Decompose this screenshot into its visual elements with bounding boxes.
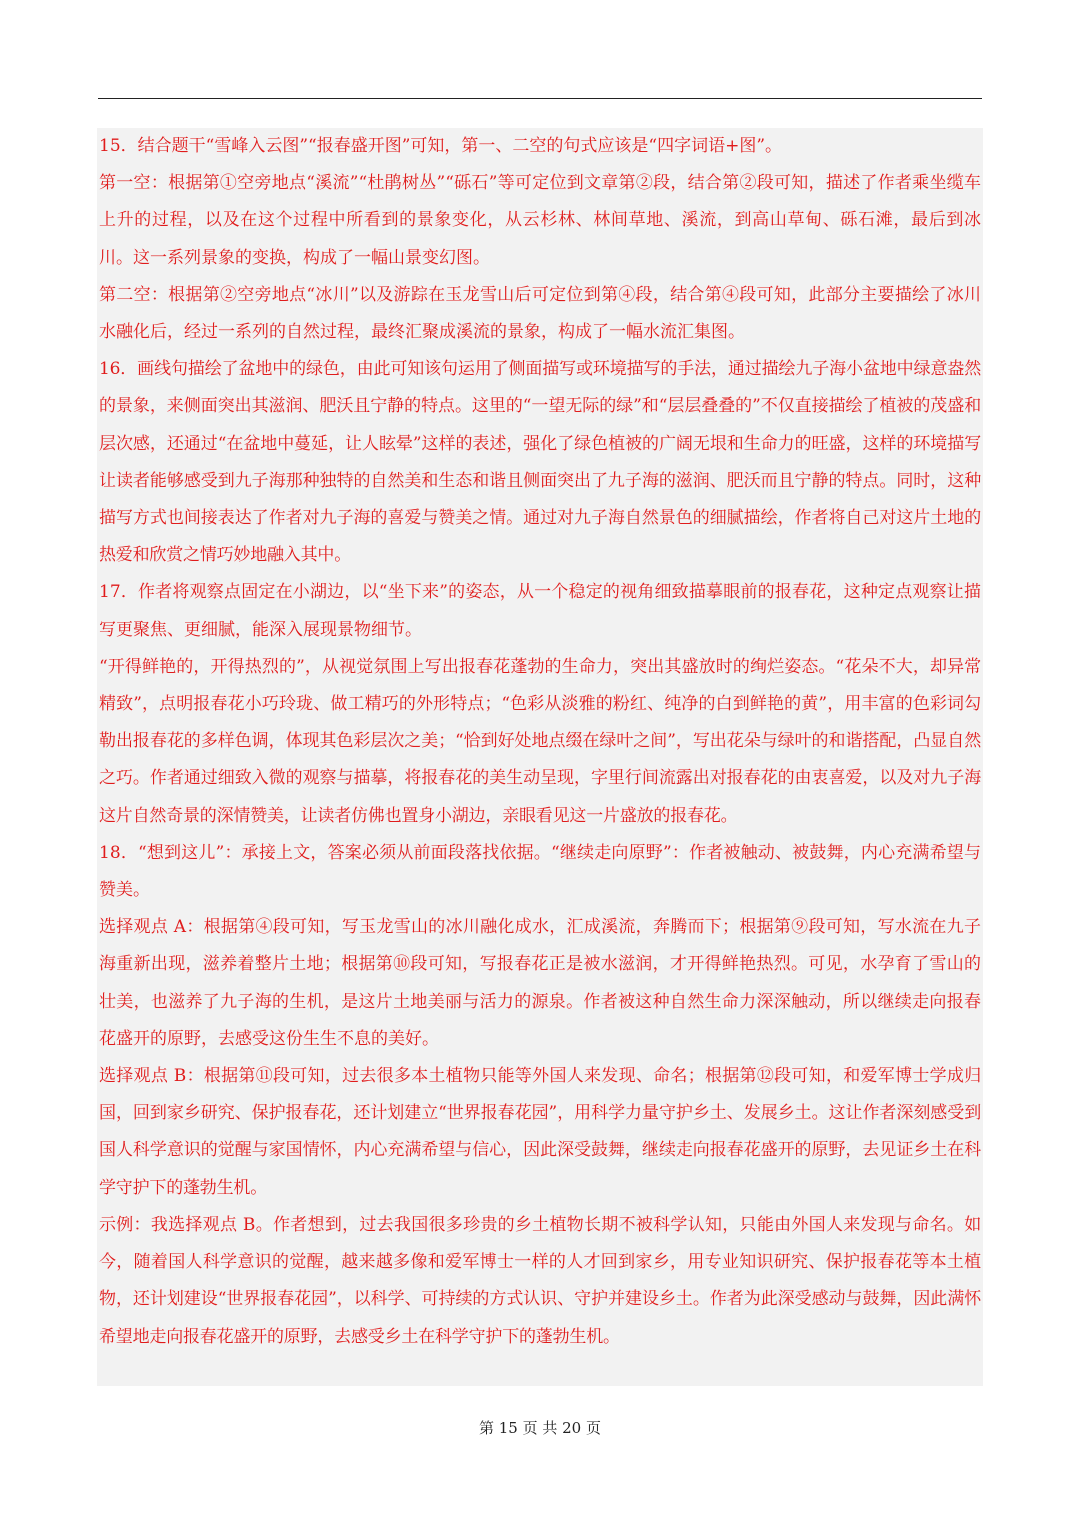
answer-17-part-2: “开得鲜艳的，开得热烈的”，从视觉氛围上写出报春花蓬勃的生命力，突出其盛放时的绚烂姿态。“花朵不大，却异常精致”，点明报春花小巧玲珑、做工精巧的外形特点；“色彩从淡雅的粉红、纯净的白到鲜艳的黄”，用丰富的色彩词勾勒出报春花的多样色调，体现其色彩层次之美；“恰到好处地点缀在绿叶之间”，写出花朵与绿叶的和谐搭配，凸显自然之巧。作者通过细致入微的观察与描摹，将报春花的美生动呈现，字里行间流露出对报春花的由衷喜爱，以及对九子海这片自然奇景的深情赞美，让读者仿佛也置身小湖边，亲眼看见这一片盛放的报春花。 bbox=[99, 656, 981, 826]
answer-15-blank-2: 第二空：根据第②空旁地点“冰川”以及游踪在玉龙雪山后可定位到第④段，结合第④段可知，此部分主要描绘了冰川水融化后，经过一系列的自然过程，最终汇聚成溪流的景象，构成了一幅水流汇集图。 bbox=[99, 284, 981, 343]
answer-15-intro: 15．结合题干“雪峰入云图”“报春盛开图”可知，第一、二空的句式应该是“四字词语+图”。 bbox=[99, 136, 783, 156]
answer-15-blank-1: 第一空：根据第①空旁地点“溪流”“杜鹃树丛”“砾石”等可定位到文章第②段，结合第②段可知，描述了作者乘坐缆车上升的过程，以及在这个过程中所看到的景象变化，从云杉林、林间草地、溪流，到高山草甸、砾石滩，最后到冰川。这一系列景象的变换，构成了一幅山景变幻图。 bbox=[99, 173, 981, 268]
answer-section bbox=[97, 128, 983, 1386]
answer-18-view-a: 选择观点 A：根据第④段可知，写玉龙雪山的冰川融化成水，汇成溪流，奔腾而下；根据第⑨段可知，写水流在九子海重新出现，滋养着整片土地；根据第⑩段可知，写报春花正是被水滋润，才开得鲜艳热烈。可见，水孕育了雪山的壮美，也滋养了九子海的生机，是这片土地美丽与活力的源泉。作者被这种自然生命力深深触动，所以继续走向报春花盛开的原野，去感受这份生生不息的美好。 bbox=[99, 917, 981, 1049]
header-rule bbox=[98, 98, 982, 99]
answer-18-intro: 18．“想到这儿”：承接上文，答案必须从前面段落找依据。“继续走向原野”：作者被触动、被鼓舞，内心充满希望与赞美。 bbox=[99, 842, 981, 901]
answer-18-example: 示例：我选择观点 B。作者想到，过去我国很多珍贵的乡土植物长期不被科学认知，只能由外国人来发现与命名。如今，随着国人科学意识的觉醒，越来越多像和爱军博士一样的人才回到家乡，用专业知识研究、保护报春花等本土植物，还计划建设“世界报春花园”，以科学、可持续的方式认识、守护并建设乡土。作者为此深受感动与鼓舞，因此满怀希望地走向报春花盛开的原野，去感受乡土在科学守护下的蓬勃生机。 bbox=[99, 1214, 981, 1347]
answer-18-view-b: 选择观点 B：根据第⑪段可知，过去很多本土植物只能等外国人来发现、命名；根据第⑫段可知，和爱军博士学成归国，回到家乡研究、保护报春花，还计划建立“世界报春花园”，用科学力量守护乡土、发展乡土。这让作者深刻感受到国人科学意识的觉醒与家国情怀，内心充满希望与信心，因此深受鼓舞，继续走向报春花盛开的原野，去见证乡土在科学守护下的蓬勃生机。 bbox=[99, 1066, 981, 1198]
page-number: 第 15 页 共 20 页 bbox=[478, 1419, 601, 1437]
answer-16: 16．画线句描绘了盆地中的绿色，由此可知该句运用了侧面描写或环境描写的手法，通过描绘九子海小盆地中绿意盎然的景象，来侧面突出其滋润、肥沃且宁静的特点。这里的“一望无际的绿”和“层层叠叠的”不仅直接描绘了植被的茂盛和层次感，还通过“在盆地中蔓延，让人眩晕”这样的表述，强化了绿色植被的广阔无垠和生命力的旺盛，这样的环境描写让读者能够感受到九子海那种独特的自然美和生态和谐且侧面突出了九子海的滋润、肥沃而且宁静的特点。同时，这种描写方式也间接表达了作者对九子海的喜爱与赞美之情。通过对九子海自然景色的细腻描绘，作者将自己对这片土地的热爱和欣赏之情巧妙地融入其中。 bbox=[99, 359, 981, 566]
answer-17-part-1: 17．作者将观察点固定在小湖边，以“坐下来”的姿态，从一个稳定的视角细致描摹眼前的报春花，这种定点观察让描写更聚焦、更细腻，能深入展现景物细节。 bbox=[99, 582, 981, 640]
